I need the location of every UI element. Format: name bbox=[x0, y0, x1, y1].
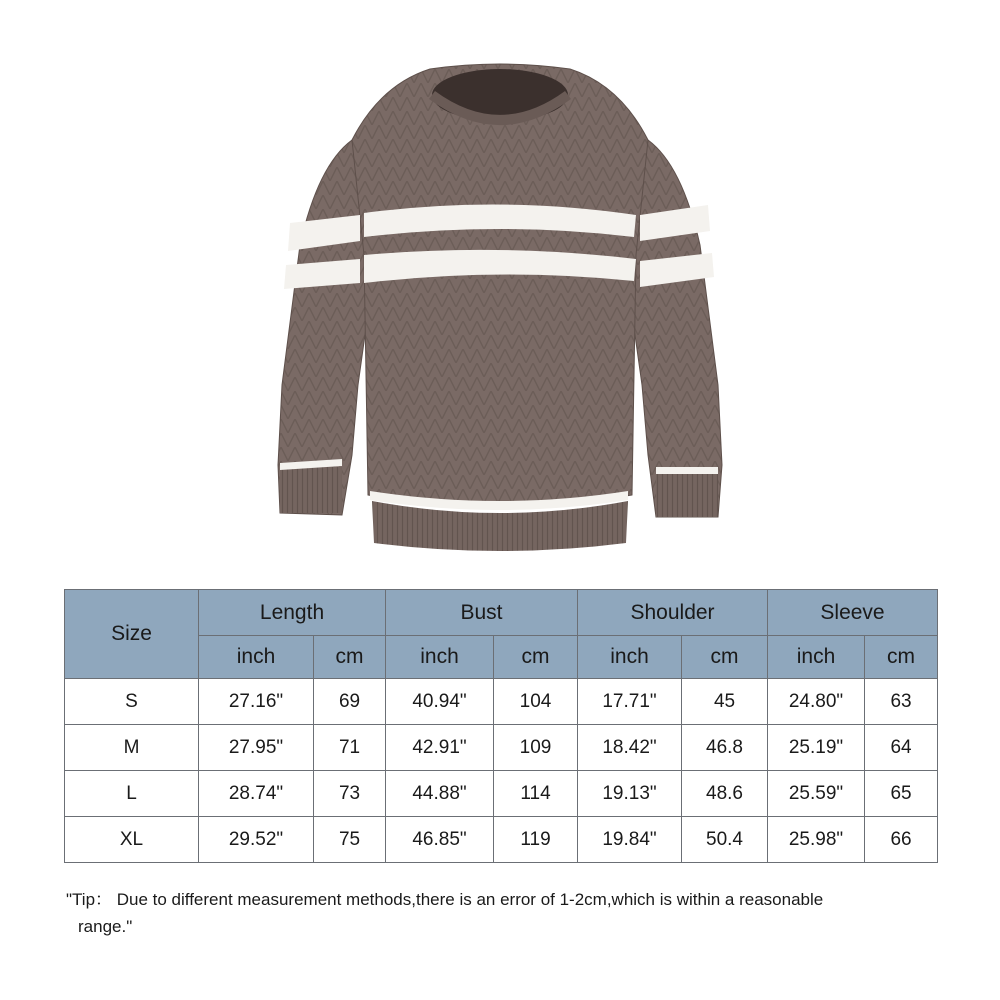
tip-line-1: "Tip： Due to different measurement methods,there is an error of 1-2cm,which is within a reasonable bbox=[66, 890, 824, 909]
unit-header: inch bbox=[578, 636, 682, 679]
sleeve-header: Sleeve bbox=[768, 590, 938, 636]
bust-header: Bust bbox=[386, 590, 578, 636]
table-cell: 42.91" bbox=[386, 725, 494, 771]
unit-header: cm bbox=[494, 636, 578, 679]
table-cell: L bbox=[65, 771, 199, 817]
table-row bbox=[65, 679, 938, 725]
table-cell: 119 bbox=[494, 817, 578, 863]
table-cell: 45 bbox=[682, 679, 768, 725]
unit-header: inch bbox=[768, 636, 865, 679]
length-header: Length bbox=[199, 590, 386, 636]
table-cell: 48.6 bbox=[682, 771, 768, 817]
table-cell: 73 bbox=[314, 771, 386, 817]
table-cell: 24.80" bbox=[768, 679, 865, 725]
measurement-tip bbox=[66, 886, 946, 940]
table-cell: 17.71" bbox=[578, 679, 682, 725]
table-cell: 25.98" bbox=[768, 817, 865, 863]
table-cell: 19.84" bbox=[578, 817, 682, 863]
unit-header: cm bbox=[682, 636, 768, 679]
table-cell: M bbox=[65, 725, 199, 771]
table-cell: 28.74" bbox=[199, 771, 314, 817]
table-cell: 25.59" bbox=[768, 771, 865, 817]
table-cell: 66 bbox=[865, 817, 938, 863]
table-cell: 104 bbox=[494, 679, 578, 725]
table-cell: S bbox=[65, 679, 199, 725]
table-cell: 71 bbox=[314, 725, 386, 771]
table-cell: 40.94" bbox=[386, 679, 494, 725]
table-cell: 29.52" bbox=[199, 817, 314, 863]
table-cell: 65 bbox=[865, 771, 938, 817]
product-image bbox=[260, 55, 740, 565]
unit-header: inch bbox=[199, 636, 314, 679]
tip-line-2: range." bbox=[78, 917, 133, 936]
table-cell: 75 bbox=[314, 817, 386, 863]
size-header: Size bbox=[65, 590, 199, 679]
table-cell: 25.19" bbox=[768, 725, 865, 771]
table-cell: XL bbox=[65, 817, 199, 863]
sweater-illustration bbox=[260, 55, 740, 565]
table-cell: 46.85" bbox=[386, 817, 494, 863]
header-row-groups bbox=[65, 590, 938, 636]
table-cell: 27.16" bbox=[199, 679, 314, 725]
table-cell: 63 bbox=[865, 679, 938, 725]
table-cell: 46.8 bbox=[682, 725, 768, 771]
table-row bbox=[65, 817, 938, 863]
table-cell: 114 bbox=[494, 771, 578, 817]
table-cell: 109 bbox=[494, 725, 578, 771]
unit-header: cm bbox=[865, 636, 938, 679]
table-cell: 50.4 bbox=[682, 817, 768, 863]
table-cell: 19.13" bbox=[578, 771, 682, 817]
unit-header: cm bbox=[314, 636, 386, 679]
table-cell: 18.42" bbox=[578, 725, 682, 771]
table-cell: 69 bbox=[314, 679, 386, 725]
table-row bbox=[65, 725, 938, 771]
size-chart-table bbox=[64, 589, 938, 863]
table-cell: 44.88" bbox=[386, 771, 494, 817]
table-cell: 64 bbox=[865, 725, 938, 771]
shoulder-header: Shoulder bbox=[578, 590, 768, 636]
unit-header: inch bbox=[386, 636, 494, 679]
table-row bbox=[65, 771, 938, 817]
table-cell: 27.95" bbox=[199, 725, 314, 771]
